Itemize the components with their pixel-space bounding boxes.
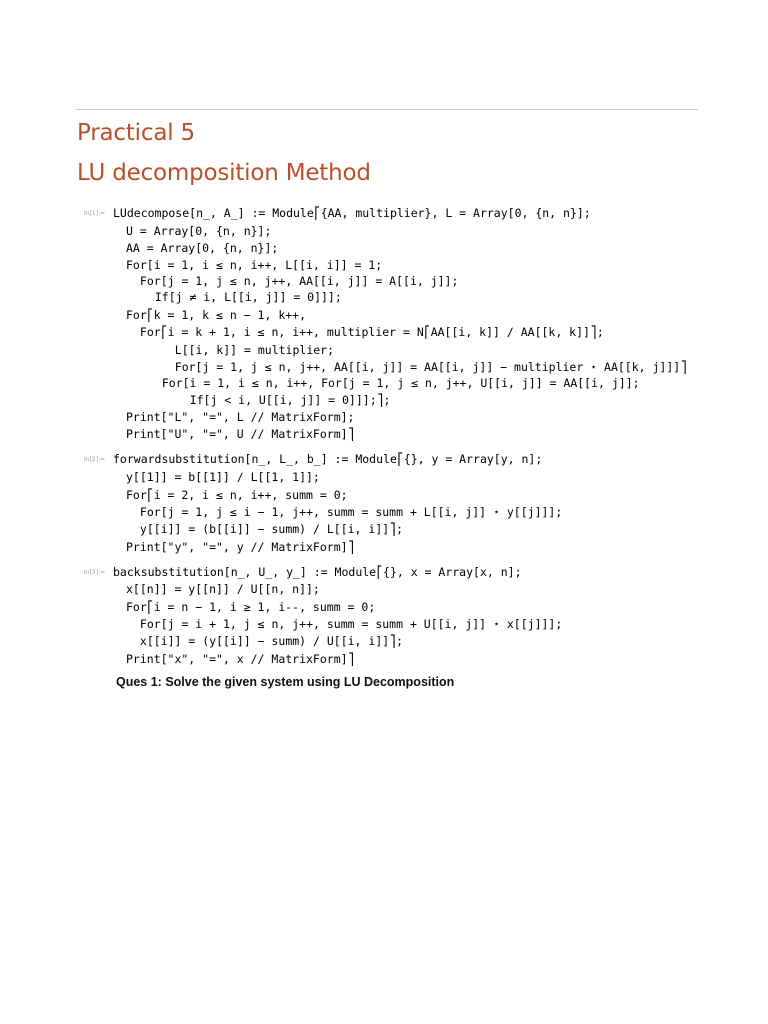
code-line: For⎡i = n − 1, i ≥ 1, i--, summ = 0;: [126, 600, 376, 614]
code-line: For[j = i + 1, j ≤ n, j++, summ = summ + U[[i, j]] ⋆ x[[j]]];: [133, 617, 563, 631]
code-line: Print["y", "=", y // MatrixForm]⎤: [126, 540, 355, 554]
code-line: For⎡k = 1, k ≤ n − 1, k++,: [126, 308, 307, 322]
page-title: Practical 5: [77, 120, 195, 146]
code-line: For⎡i = k + 1, i ≤ n, i++, multiplier = N⎡AA[[i, k]] ∕ AA[[k, k]]⎤;: [133, 325, 604, 339]
code-line: Print["L", "=", L // MatrixForm];: [126, 410, 355, 424]
code-line: For[i = 1, i ≤ n, i++, For[j = 1, j ≤ n, j++, U[[i, j]] = AA[[i, j]];: [148, 376, 640, 390]
code-line: backsubstitution[n_, U_, y_] := Module⎡{}, x = Array[x, n];: [113, 565, 522, 579]
code-line: x[[n]] = y[[n]] / U[[n, n]];: [126, 582, 320, 596]
code-line: Print["x", "=", x // MatrixForm]⎤: [126, 652, 355, 666]
header-divider: [76, 109, 698, 110]
code-line: If[j ≠ i, L[[i, j]] = 0]]];: [141, 290, 342, 304]
code-line: For[i = 1, i ≤ n, i++, L[[i, i]] = 1;: [126, 258, 383, 272]
code-line: AA = Array[0, {n, n}];: [126, 241, 279, 255]
code-line: Print["U", "=", U // MatrixForm]⎤: [126, 427, 355, 441]
code-line: L[[i, k]] = multiplier;: [154, 343, 335, 357]
question-text: Ques 1: Solve the given system using LU Decomposition: [116, 675, 455, 689]
code-line: LUdecompose[n_, A_] := Module⎡{AA, multiplier}, L = Array[0, {n, n}];: [113, 206, 591, 220]
input-cell-label: In[1]:=: [84, 210, 106, 217]
code-line: y[[1]] = b[[1]] ∕ L[[1, 1]];: [126, 470, 320, 484]
page-subtitle: LU decomposition Method: [77, 160, 371, 186]
code-line: If[j < i, U[[i, j]] = 0]]];⎤;: [162, 393, 391, 407]
code-line: y[[i]] = (b[[i]] − summ) ∕ L[[i, i]]⎤;: [133, 522, 404, 536]
code-line: x[[i]] = (y[[i]] − summ) ∕ U[[i, i]]⎤;: [133, 634, 404, 648]
input-cell-label: In[2]:=: [84, 456, 106, 463]
input-cell-label: In[3]:=: [84, 569, 106, 576]
code-line: forwardsubstitution[n_, L_, b_] := Module⎡{}, y = Array[y, n];: [113, 452, 543, 466]
code-line: For[j = 1, j ≤ n, j++, AA[[i, j]] = AA[[i, j]] − multiplier ⋆ AA[[k, j]]]⎤: [154, 360, 688, 374]
code-line: U = Array[0, {n, n}];: [126, 224, 272, 238]
code-line: For⎡i = 2, i ≤ n, i++, summ = 0;: [126, 488, 348, 502]
code-line: For[j = 1, j ≤ n, j++, AA[[i, j]] = A[[i, j]];: [133, 274, 459, 288]
code-line: For[j = 1, j ≤ i − 1, j++, summ = summ + L[[i, j]] ⋆ y[[j]]];: [133, 505, 563, 519]
